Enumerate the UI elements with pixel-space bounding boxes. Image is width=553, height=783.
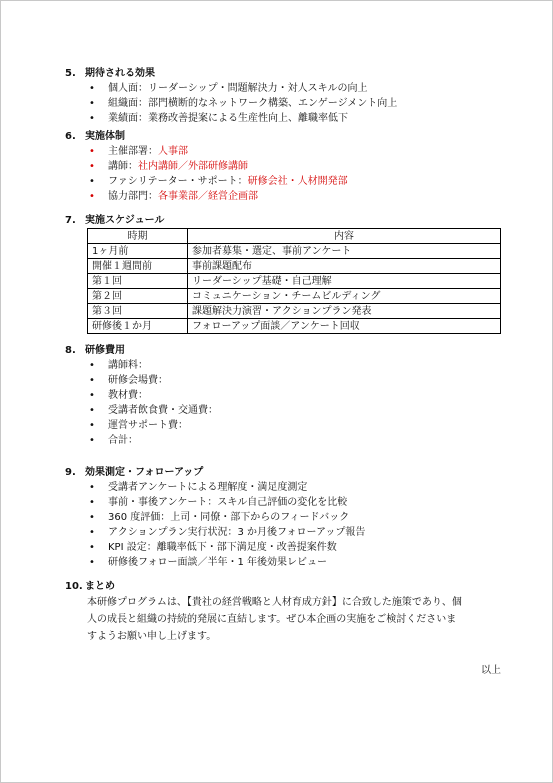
list-item: • 主催部署：人事部	[65, 144, 505, 159]
list-item: • 業績面：業務改善提案による生産性向上、離職率低下	[65, 111, 505, 126]
section-title-10: 10. まとめ	[65, 581, 115, 592]
list-item: • 組織面：部門横断的なネットワーク構築、エンゲージメント向上	[65, 96, 505, 111]
cost-list	[65, 358, 505, 448]
list-item: • 事前・事後アンケート：スキル自己評価の変化を比較	[65, 495, 505, 510]
list-item: • 受講者飲食費・交通費：	[65, 403, 505, 418]
followup-list	[65, 480, 505, 570]
table-row: 第２回 コミュニケーション・チームビルディング	[88, 289, 501, 304]
table-row: 開催１週間前 事前課題配布	[88, 259, 501, 274]
schedule-table	[87, 228, 501, 334]
section-title-8: 8. 研修費用	[65, 345, 125, 356]
structure-list	[65, 144, 505, 204]
closing-text: 以上	[481, 665, 501, 676]
list-item: • 360 度評価：上司・同僚・部下からのフィードバック	[65, 510, 505, 525]
list-item: • 研修会場費：	[65, 373, 505, 388]
list-item: • ファシリテーター・サポート：研修会社・人材開発部	[65, 174, 505, 189]
list-item: • 講師：社内講師／外部研修講師	[65, 159, 505, 174]
list-item: • 教材費：	[65, 388, 505, 403]
list-item: • 運営サポート費：	[65, 418, 505, 433]
list-item: • 個人面：リーダーシップ・問題解決力・対人スキルの向上	[65, 81, 505, 96]
list-item: • 協力部門：各事業部／経営企画部	[65, 189, 505, 204]
list-item: • 研修後フォロー面談／半年・1 年後効果レビュー	[65, 555, 505, 570]
list-item: • アクションプラン実行状況：3 か月後フォローアップ報告	[65, 525, 505, 540]
table-row: 1ヶ月前 参加者募集・選定、事前アンケート	[88, 244, 501, 259]
section-title-6: 6. 実施体制	[65, 131, 125, 142]
section-title-9: 9. 効果測定・フォローアップ	[65, 467, 204, 478]
header-period: 時期	[88, 229, 188, 244]
table-row: 研修後１か月 フォローアップ面談／アンケート回収	[88, 319, 501, 334]
table-header-row	[88, 229, 501, 244]
effects-list	[65, 81, 505, 126]
table-row: 第１回 リーダーシップ基礎・自己理解	[88, 274, 501, 289]
list-item: • 合計：	[65, 433, 505, 448]
section-title-7: 7. 実施スケジュール	[65, 215, 165, 226]
summary-paragraph: 本研修プログラムは、【貴社の経営戦略と人材育成方針】に合致した施策であり、個 人の成長と組織の持続的発展に直結します。ぜひ本企画の実施をご検討くださいま すようお願い申し上げます。	[87, 597, 462, 642]
section-title-5: 5. 期待される効果	[65, 68, 155, 79]
list-item: • 受講者アンケートによる理解度・満足度測定	[65, 480, 505, 495]
header-content: 内容	[188, 229, 501, 244]
list-item: • KPI 設定：離職率低下・部下満足度・改善提案件数	[65, 540, 505, 555]
document-content	[65, 67, 505, 676]
list-item: • 講師料：	[65, 358, 505, 373]
table-row: 第３回 課題解決力演習・アクションプラン発表	[88, 304, 501, 319]
